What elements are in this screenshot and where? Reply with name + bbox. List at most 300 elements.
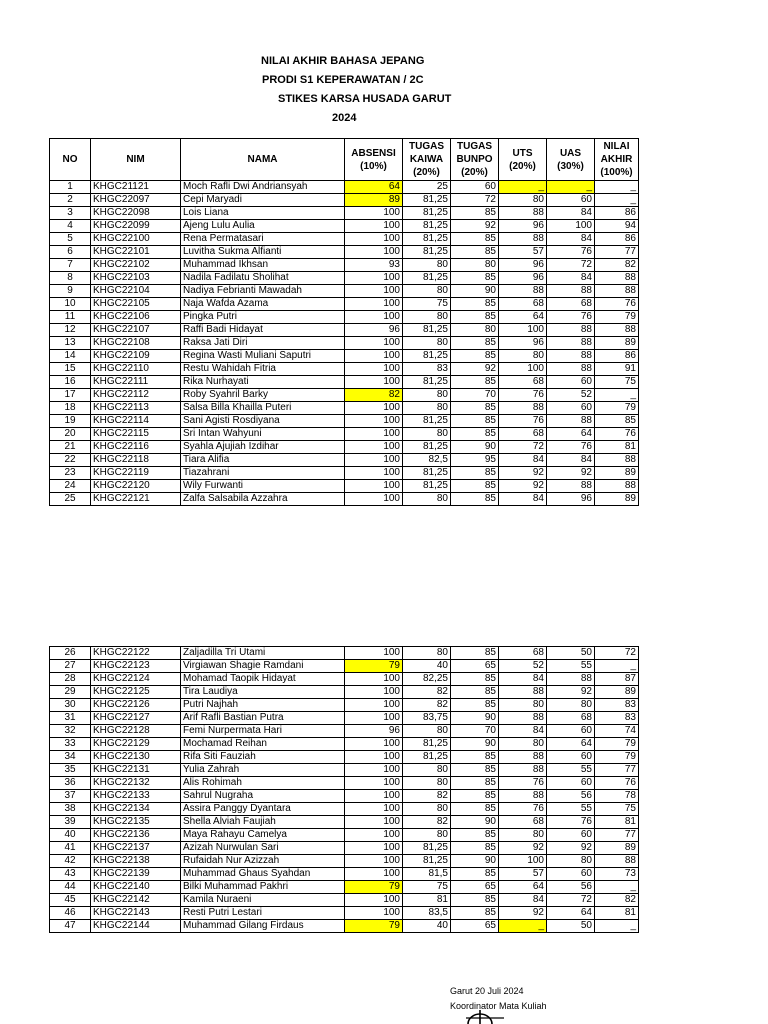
cell-absensi: 100 bbox=[345, 790, 403, 803]
cell-tugas-kaiwa: 81,25 bbox=[403, 324, 451, 337]
cell-uas: 60 bbox=[547, 725, 595, 738]
cell-nilai-akhir: 81 bbox=[595, 907, 639, 920]
cell-nim: KHGC22121 bbox=[91, 493, 181, 506]
cell-uas: 50 bbox=[547, 647, 595, 660]
cell-no: 24 bbox=[50, 480, 91, 493]
cell-nim: KHGC22119 bbox=[91, 467, 181, 480]
cell-nim: KHGC22118 bbox=[91, 454, 181, 467]
cell-absensi: 100 bbox=[345, 480, 403, 493]
cell-uas: 84 bbox=[547, 272, 595, 285]
table-row bbox=[50, 868, 639, 881]
col-header-nim: NIM bbox=[91, 139, 181, 181]
cell-uas: 50 bbox=[547, 920, 595, 933]
cell-absensi: 100 bbox=[345, 376, 403, 389]
cell-uts: 88 bbox=[499, 233, 547, 246]
cell-nilai-akhir: 82 bbox=[595, 259, 639, 272]
cell-uas: 88 bbox=[547, 363, 595, 376]
cell-no: 44 bbox=[50, 881, 91, 894]
cell-absensi: 79 bbox=[345, 881, 403, 894]
cell-no: 29 bbox=[50, 686, 91, 699]
cell-tugas-kaiwa: 81,25 bbox=[403, 738, 451, 751]
cell-tugas-kaiwa: 80 bbox=[403, 311, 451, 324]
cell-uas: 72 bbox=[547, 894, 595, 907]
cell-nim: KHGC22113 bbox=[91, 402, 181, 415]
cell-uas: _ bbox=[547, 181, 595, 194]
cell-no: 30 bbox=[50, 699, 91, 712]
cell-absensi: 100 bbox=[345, 311, 403, 324]
cell-absensi: 100 bbox=[345, 246, 403, 259]
col-header-uas: UAS (30%) bbox=[547, 139, 595, 181]
cell-uas: 76 bbox=[547, 441, 595, 454]
cell-no: 33 bbox=[50, 738, 91, 751]
cell-tugas-kaiwa: 81,25 bbox=[403, 272, 451, 285]
cell-uas: 55 bbox=[547, 660, 595, 673]
cell-nim: KHGC22126 bbox=[91, 699, 181, 712]
col-header-uts: UTS (20%) bbox=[499, 139, 547, 181]
table-row bbox=[50, 920, 639, 933]
cell-tugas-bunpo: 85 bbox=[451, 207, 499, 220]
table-row bbox=[50, 259, 639, 272]
cell-no: 7 bbox=[50, 259, 91, 272]
cell-uas: 88 bbox=[547, 415, 595, 428]
cell-uas: 80 bbox=[547, 855, 595, 868]
cell-tugas-kaiwa: 81,25 bbox=[403, 751, 451, 764]
cell-uas: 55 bbox=[547, 803, 595, 816]
cell-nilai-akhir: 89 bbox=[595, 686, 639, 699]
cell-uas: 76 bbox=[547, 246, 595, 259]
cell-no: 16 bbox=[50, 376, 91, 389]
cell-no: 41 bbox=[50, 842, 91, 855]
cell-nim: KHGC22109 bbox=[91, 350, 181, 363]
table-row bbox=[50, 803, 639, 816]
cell-nim: KHGC22105 bbox=[91, 298, 181, 311]
table-row bbox=[50, 389, 639, 402]
cell-nama: Syahla Ajujiah Izdihar bbox=[181, 441, 345, 454]
cell-nama: Sri Intan Wahyuni bbox=[181, 428, 345, 441]
table-row bbox=[50, 467, 639, 480]
table-row bbox=[50, 454, 639, 467]
cell-nilai-akhir: 77 bbox=[595, 246, 639, 259]
cell-absensi: 100 bbox=[345, 493, 403, 506]
signature-mark bbox=[466, 1008, 506, 1024]
cell-tugas-kaiwa: 80 bbox=[403, 337, 451, 350]
cell-tugas-kaiwa: 80 bbox=[403, 389, 451, 402]
cell-uas: 88 bbox=[547, 350, 595, 363]
cell-no: 23 bbox=[50, 467, 91, 480]
cell-uas: 60 bbox=[547, 777, 595, 790]
cell-nilai-akhir: _ bbox=[595, 660, 639, 673]
cell-absensi: 100 bbox=[345, 699, 403, 712]
cell-tugas-kaiwa: 80 bbox=[403, 493, 451, 506]
cell-uts: 96 bbox=[499, 272, 547, 285]
cell-uts: 92 bbox=[499, 480, 547, 493]
cell-uts: 80 bbox=[499, 194, 547, 207]
cell-nilai-akhir: 75 bbox=[595, 376, 639, 389]
cell-tugas-kaiwa: 81,25 bbox=[403, 415, 451, 428]
cell-no: 39 bbox=[50, 816, 91, 829]
table-row bbox=[50, 881, 639, 894]
cell-uts: 72 bbox=[499, 441, 547, 454]
title-program: PRODI S1 KEPERAWATAN / 2C bbox=[262, 74, 424, 86]
cell-nama: Naja Wafda Azama bbox=[181, 298, 345, 311]
cell-tugas-kaiwa: 81,25 bbox=[403, 467, 451, 480]
table-row bbox=[50, 220, 639, 233]
cell-nim: KHGC22100 bbox=[91, 233, 181, 246]
cell-absensi: 100 bbox=[345, 441, 403, 454]
cell-tugas-bunpo: 85 bbox=[451, 894, 499, 907]
cell-no: 4 bbox=[50, 220, 91, 233]
cell-uas: 100 bbox=[547, 220, 595, 233]
cell-uas: 60 bbox=[547, 194, 595, 207]
cell-nim: KHGC21121 bbox=[91, 181, 181, 194]
col-header-tugas-bunpo: TUGAS BUNPO (20%) bbox=[451, 139, 499, 181]
cell-uts: 88 bbox=[499, 790, 547, 803]
cell-tugas-bunpo: 92 bbox=[451, 363, 499, 376]
cell-tugas-bunpo: 85 bbox=[451, 842, 499, 855]
cell-uas: 88 bbox=[547, 285, 595, 298]
table-row bbox=[50, 660, 639, 673]
cell-tugas-bunpo: 85 bbox=[451, 376, 499, 389]
cell-nama: Muhammad Ghaus Syahdan bbox=[181, 868, 345, 881]
table-row bbox=[50, 441, 639, 454]
cell-tugas-kaiwa: 83,75 bbox=[403, 712, 451, 725]
table-row bbox=[50, 855, 639, 868]
cell-uts: 80 bbox=[499, 350, 547, 363]
cell-uas: 64 bbox=[547, 907, 595, 920]
table-row bbox=[50, 428, 639, 441]
cell-tugas-kaiwa: 75 bbox=[403, 298, 451, 311]
table-row bbox=[50, 907, 639, 920]
cell-tugas-kaiwa: 81,25 bbox=[403, 246, 451, 259]
cell-uts: 64 bbox=[499, 311, 547, 324]
cell-tugas-kaiwa: 81,25 bbox=[403, 480, 451, 493]
cell-nilai-akhir: 88 bbox=[595, 855, 639, 868]
cell-tugas-bunpo: 85 bbox=[451, 272, 499, 285]
cell-tugas-kaiwa: 80 bbox=[403, 725, 451, 738]
table-row bbox=[50, 725, 639, 738]
cell-absensi: 100 bbox=[345, 467, 403, 480]
cell-tugas-kaiwa: 82 bbox=[403, 686, 451, 699]
cell-tugas-kaiwa: 80 bbox=[403, 764, 451, 777]
cell-uts: 100 bbox=[499, 855, 547, 868]
table-row bbox=[50, 207, 639, 220]
cell-nilai-akhir: 79 bbox=[595, 402, 639, 415]
cell-absensi: 100 bbox=[345, 298, 403, 311]
cell-nama: Shella Alviah Faujiah bbox=[181, 816, 345, 829]
cell-tugas-bunpo: 85 bbox=[451, 699, 499, 712]
cell-nilai-akhir: 88 bbox=[595, 454, 639, 467]
cell-tugas-bunpo: 70 bbox=[451, 389, 499, 402]
table-row bbox=[50, 272, 639, 285]
table-row bbox=[50, 738, 639, 751]
cell-nim: KHGC22116 bbox=[91, 441, 181, 454]
cell-nilai-akhir: 94 bbox=[595, 220, 639, 233]
cell-uts: 84 bbox=[499, 725, 547, 738]
cell-tugas-bunpo: 90 bbox=[451, 441, 499, 454]
cell-nama: Roby Syahril Barky bbox=[181, 389, 345, 402]
cell-tugas-bunpo: 85 bbox=[451, 868, 499, 881]
cell-nilai-akhir: _ bbox=[595, 389, 639, 402]
cell-uts: 68 bbox=[499, 816, 547, 829]
cell-tugas-kaiwa: 80 bbox=[403, 402, 451, 415]
cell-tugas-bunpo: 85 bbox=[451, 686, 499, 699]
cell-uas: 76 bbox=[547, 311, 595, 324]
cell-no: 12 bbox=[50, 324, 91, 337]
cell-tugas-kaiwa: 81,25 bbox=[403, 233, 451, 246]
cell-uts: 68 bbox=[499, 376, 547, 389]
cell-no: 10 bbox=[50, 298, 91, 311]
cell-uts: 96 bbox=[499, 337, 547, 350]
cell-no: 26 bbox=[50, 647, 91, 660]
col-header-nama: NAMA bbox=[181, 139, 345, 181]
cell-tugas-kaiwa: 80 bbox=[403, 647, 451, 660]
cell-absensi: 100 bbox=[345, 829, 403, 842]
cell-uts: 68 bbox=[499, 298, 547, 311]
cell-absensi: 64 bbox=[345, 181, 403, 194]
cell-nim: KHGC22106 bbox=[91, 311, 181, 324]
cell-nim: KHGC22101 bbox=[91, 246, 181, 259]
cell-no: 35 bbox=[50, 764, 91, 777]
cell-absensi: 100 bbox=[345, 285, 403, 298]
cell-nama: Luvitha Sukma Alfianti bbox=[181, 246, 345, 259]
cell-tugas-kaiwa: 82 bbox=[403, 816, 451, 829]
cell-absensi: 100 bbox=[345, 350, 403, 363]
cell-uas: 84 bbox=[547, 233, 595, 246]
cell-absensi: 96 bbox=[345, 725, 403, 738]
cell-no: 20 bbox=[50, 428, 91, 441]
cell-tugas-kaiwa: 80 bbox=[403, 777, 451, 790]
cell-uts: 68 bbox=[499, 428, 547, 441]
cell-nilai-akhir: 79 bbox=[595, 311, 639, 324]
cell-uas: 60 bbox=[547, 868, 595, 881]
cell-uts: _ bbox=[499, 920, 547, 933]
cell-uts: 80 bbox=[499, 829, 547, 842]
cell-nim: KHGC22135 bbox=[91, 816, 181, 829]
table-body-part2 bbox=[50, 647, 639, 933]
cell-nim: KHGC22139 bbox=[91, 868, 181, 881]
cell-absensi: 100 bbox=[345, 868, 403, 881]
cell-nama: Rifa Siti Fauziah bbox=[181, 751, 345, 764]
cell-nim: KHGC22134 bbox=[91, 803, 181, 816]
cell-uas: 64 bbox=[547, 428, 595, 441]
cell-absensi: 100 bbox=[345, 233, 403, 246]
cell-absensi: 100 bbox=[345, 816, 403, 829]
cell-nama: Rufaidah Nur Azizzah bbox=[181, 855, 345, 868]
cell-absensi: 100 bbox=[345, 415, 403, 428]
cell-tugas-bunpo: 85 bbox=[451, 246, 499, 259]
cell-nim: KHGC22114 bbox=[91, 415, 181, 428]
cell-absensi: 100 bbox=[345, 272, 403, 285]
cell-nilai-akhir: 83 bbox=[595, 712, 639, 725]
cell-uts: 80 bbox=[499, 738, 547, 751]
cell-uts: 100 bbox=[499, 324, 547, 337]
cell-no: 34 bbox=[50, 751, 91, 764]
cell-no: 31 bbox=[50, 712, 91, 725]
cell-absensi: 100 bbox=[345, 337, 403, 350]
cell-tugas-bunpo: 85 bbox=[451, 298, 499, 311]
cell-uts: 76 bbox=[499, 415, 547, 428]
cell-no: 2 bbox=[50, 194, 91, 207]
cell-nama: Resti Putri Lestari bbox=[181, 907, 345, 920]
cell-tugas-bunpo: 85 bbox=[451, 751, 499, 764]
cell-uas: 60 bbox=[547, 751, 595, 764]
grades-table-part2 bbox=[49, 646, 639, 933]
title-year: 2024 bbox=[332, 112, 357, 124]
cell-tugas-bunpo: 80 bbox=[451, 259, 499, 272]
cell-uas: 84 bbox=[547, 454, 595, 467]
table-row bbox=[50, 298, 639, 311]
cell-nama: Nadila Fadilatu Sholihat bbox=[181, 272, 345, 285]
cell-tugas-kaiwa: 81,25 bbox=[403, 376, 451, 389]
cell-no: 8 bbox=[50, 272, 91, 285]
cell-nilai-akhir: 85 bbox=[595, 415, 639, 428]
cell-nama: Nadiya Febrianti Mawadah bbox=[181, 285, 345, 298]
cell-tugas-bunpo: 85 bbox=[451, 907, 499, 920]
cell-tugas-bunpo: 85 bbox=[451, 647, 499, 660]
table-header-row bbox=[50, 139, 639, 181]
cell-tugas-bunpo: 95 bbox=[451, 454, 499, 467]
cell-uas: 60 bbox=[547, 829, 595, 842]
table-row bbox=[50, 324, 639, 337]
cell-nim: KHGC22107 bbox=[91, 324, 181, 337]
cell-uts: 52 bbox=[499, 660, 547, 673]
table-row bbox=[50, 712, 639, 725]
cell-tugas-bunpo: 85 bbox=[451, 402, 499, 415]
cell-uas: 92 bbox=[547, 467, 595, 480]
cell-nim: KHGC22122 bbox=[91, 647, 181, 660]
table-row bbox=[50, 363, 639, 376]
cell-uts: 64 bbox=[499, 881, 547, 894]
cell-nilai-akhir: 76 bbox=[595, 428, 639, 441]
cell-no: 1 bbox=[50, 181, 91, 194]
cell-tugas-kaiwa: 75 bbox=[403, 881, 451, 894]
cell-tugas-kaiwa: 82 bbox=[403, 699, 451, 712]
cell-tugas-bunpo: 85 bbox=[451, 803, 499, 816]
cell-nilai-akhir: 87 bbox=[595, 673, 639, 686]
cell-no: 46 bbox=[50, 907, 91, 920]
cell-no: 27 bbox=[50, 660, 91, 673]
cell-nama: Salsa Billa Khailla Puteri bbox=[181, 402, 345, 415]
cell-no: 25 bbox=[50, 493, 91, 506]
cell-nilai-akhir: 75 bbox=[595, 803, 639, 816]
cell-no: 6 bbox=[50, 246, 91, 259]
cell-nim: KHGC22102 bbox=[91, 259, 181, 272]
cell-no: 40 bbox=[50, 829, 91, 842]
cell-nilai-akhir: 89 bbox=[595, 337, 639, 350]
cell-nim: KHGC22125 bbox=[91, 686, 181, 699]
cell-nim: KHGC22098 bbox=[91, 207, 181, 220]
cell-nama: Zalfa Salsabila Azzahra bbox=[181, 493, 345, 506]
cell-nim: KHGC22137 bbox=[91, 842, 181, 855]
cell-nama: Arif Rafli Bastian Putra bbox=[181, 712, 345, 725]
cell-tugas-kaiwa: 81,25 bbox=[403, 441, 451, 454]
cell-tugas-bunpo: 85 bbox=[451, 311, 499, 324]
cell-absensi: 100 bbox=[345, 428, 403, 441]
cell-nim: KHGC22108 bbox=[91, 337, 181, 350]
cell-nama: Yulia Zahrah bbox=[181, 764, 345, 777]
cell-nilai-akhir: 86 bbox=[595, 207, 639, 220]
cell-nim: KHGC22142 bbox=[91, 894, 181, 907]
cell-nama: Sahrul Nugraha bbox=[181, 790, 345, 803]
cell-tugas-kaiwa: 40 bbox=[403, 920, 451, 933]
cell-uts: 57 bbox=[499, 246, 547, 259]
cell-nama: Ajeng Lulu Aulia bbox=[181, 220, 345, 233]
cell-tugas-bunpo: 85 bbox=[451, 415, 499, 428]
cell-tugas-kaiwa: 81,25 bbox=[403, 220, 451, 233]
cell-nama: Zaljadilla Tri Utami bbox=[181, 647, 345, 660]
table-body-part1 bbox=[50, 181, 639, 506]
cell-nim: KHGC22133 bbox=[91, 790, 181, 803]
cell-nama: Kamila Nuraeni bbox=[181, 894, 345, 907]
cell-tugas-kaiwa: 80 bbox=[403, 829, 451, 842]
cell-nama: Maya Rahayu Camelya bbox=[181, 829, 345, 842]
cell-uts: 76 bbox=[499, 777, 547, 790]
cell-uts: 84 bbox=[499, 673, 547, 686]
cell-nama: Assira Panggy Dyantara bbox=[181, 803, 345, 816]
cell-nilai-akhir: 88 bbox=[595, 324, 639, 337]
cell-no: 38 bbox=[50, 803, 91, 816]
cell-uts: 76 bbox=[499, 389, 547, 402]
cell-nilai-akhir: 77 bbox=[595, 829, 639, 842]
cell-tugas-bunpo: 80 bbox=[451, 324, 499, 337]
table-row bbox=[50, 311, 639, 324]
cell-tugas-bunpo: 60 bbox=[451, 181, 499, 194]
cell-uas: 80 bbox=[547, 699, 595, 712]
cell-nama: Moch Rafli Dwi Andriansyah bbox=[181, 181, 345, 194]
cell-uts: 57 bbox=[499, 868, 547, 881]
cell-tugas-kaiwa: 81,25 bbox=[403, 855, 451, 868]
cell-nama: Raffi Badi Hidayat bbox=[181, 324, 345, 337]
cell-uas: 92 bbox=[547, 842, 595, 855]
cell-nim: KHGC22136 bbox=[91, 829, 181, 842]
cell-no: 17 bbox=[50, 389, 91, 402]
col-header-no: NO bbox=[50, 139, 91, 181]
cell-uts: 92 bbox=[499, 907, 547, 920]
cell-nim: KHGC22128 bbox=[91, 725, 181, 738]
cell-uts: 84 bbox=[499, 894, 547, 907]
cell-uas: 88 bbox=[547, 480, 595, 493]
cell-no: 28 bbox=[50, 673, 91, 686]
cell-no: 43 bbox=[50, 868, 91, 881]
cell-nilai-akhir: 89 bbox=[595, 493, 639, 506]
cell-tugas-bunpo: 70 bbox=[451, 725, 499, 738]
table-row bbox=[50, 751, 639, 764]
table-row bbox=[50, 842, 639, 855]
cell-uas: 52 bbox=[547, 389, 595, 402]
cell-tugas-bunpo: 85 bbox=[451, 790, 499, 803]
cell-nilai-akhir: 81 bbox=[595, 816, 639, 829]
cell-nama: Wily Furwanti bbox=[181, 480, 345, 493]
table-row bbox=[50, 699, 639, 712]
table-row bbox=[50, 233, 639, 246]
title-institution: STIKES KARSA HUSADA GARUT bbox=[278, 93, 452, 105]
cell-nim: KHGC22123 bbox=[91, 660, 181, 673]
cell-absensi: 100 bbox=[345, 363, 403, 376]
cell-uts: 88 bbox=[499, 207, 547, 220]
cell-uas: 55 bbox=[547, 764, 595, 777]
cell-tugas-bunpo: 92 bbox=[451, 220, 499, 233]
cell-nim: KHGC22115 bbox=[91, 428, 181, 441]
cell-tugas-kaiwa: 80 bbox=[403, 259, 451, 272]
cell-tugas-kaiwa: 81,25 bbox=[403, 194, 451, 207]
cell-uts: 88 bbox=[499, 751, 547, 764]
cell-nim: KHGC22103 bbox=[91, 272, 181, 285]
cell-nilai-akhir: _ bbox=[595, 194, 639, 207]
cell-nim: KHGC22129 bbox=[91, 738, 181, 751]
cell-nama: Rena Permatasari bbox=[181, 233, 345, 246]
cell-nilai-akhir: 79 bbox=[595, 751, 639, 764]
cell-nilai-akhir: 88 bbox=[595, 480, 639, 493]
